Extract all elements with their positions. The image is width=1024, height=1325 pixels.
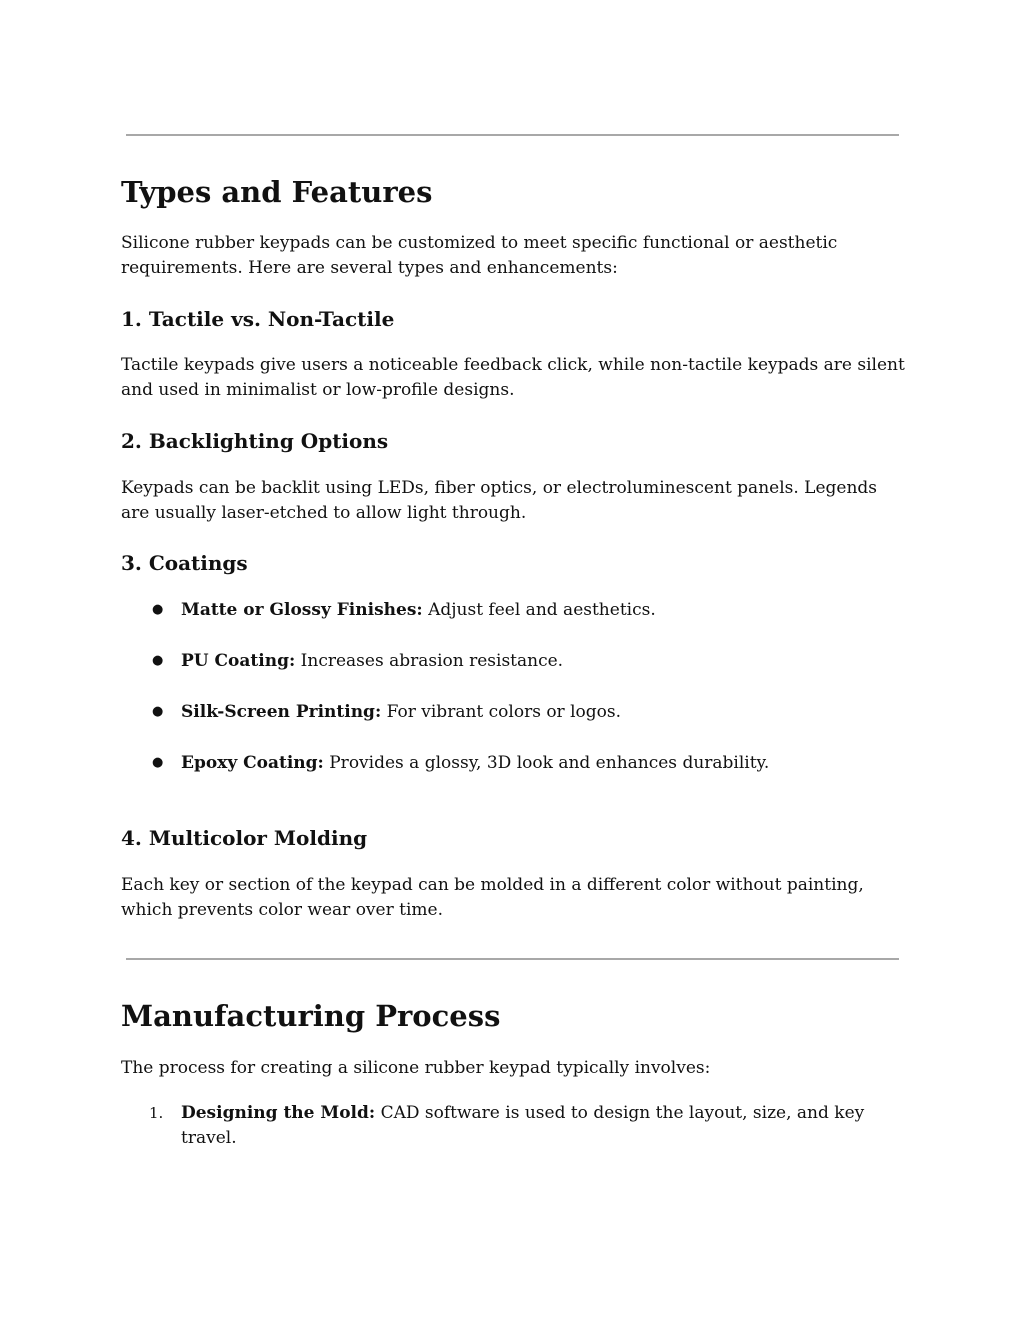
bullet-icon: ● [152,704,164,719]
list-item-description: For vibrant colors or logos. [381,702,622,722]
bullet-icon: ● [152,755,164,770]
horizontal-rule [126,134,899,136]
list-item [121,699,901,725]
list-item-description: Provides a glossy, 3D look and enhances durability. [323,753,770,773]
list-item-text [181,699,621,725]
section-intro-paragraph: Silicone rubber keypads can be customized to meet specific functional or aesthetic requirements. Here are several types and enhancements: [121,233,838,278]
list-item-description: CAD software is used to design the layout, size, and key travel. [181,1103,865,1148]
subsection-heading-coatings: 3. Coatings [121,551,248,575]
horizontal-rule [126,958,899,960]
subsection-heading-backlighting: 2. Backlighting Options [121,429,389,453]
section-intro-paragraph: The process for creating a silicone rubber keypad typically involves: [121,1058,711,1078]
subsection-paragraph-tactile: Tactile keypads give users a noticeable feedback click, while non-tactile keypads are silent and used in minimalist or low-profile designs. [121,355,905,400]
subsection-paragraph-multicolor: Each key or section of the keypad can be molded in a different color without painting, which prevents color wear over time. [121,875,864,920]
bullet-icon: ● [152,602,164,617]
list-item [121,648,901,674]
list-number: 1. [149,1104,164,1122]
list-item [121,597,901,623]
list-item-description: Adjust feel and aesthetics. [422,600,656,620]
list-item-text [181,750,769,776]
list-item-term: Matte or Glossy Finishes: [181,600,423,620]
subsection-heading-multicolor: 4. Multicolor Molding [121,826,368,850]
list-item-text [181,597,656,623]
subsection-heading-tactile: 1. Tactile vs. Non-Tactile [121,307,395,331]
list-item [121,750,901,776]
list-item-text [181,648,563,674]
subsection-paragraph-backlighting: Keypads can be backlit using LEDs, fiber optics, or electroluminescent panels. Legends are usually laser-etched to allow light through. [121,478,878,523]
list-item-description: Increases abrasion resistance. [295,651,564,671]
list-item-term: Epoxy Coating: [181,753,324,773]
list-item-term: Designing the Mold: [181,1103,376,1123]
list-item-text [181,1101,881,1151]
list-item-term: Silk-Screen Printing: [181,702,382,722]
list-item-term: PU Coating: [181,651,296,671]
section-heading-types-and-features: Types and Features [121,175,433,209]
bullet-icon: ● [152,653,164,668]
section-heading-manufacturing-process: Manufacturing Process [121,999,501,1033]
